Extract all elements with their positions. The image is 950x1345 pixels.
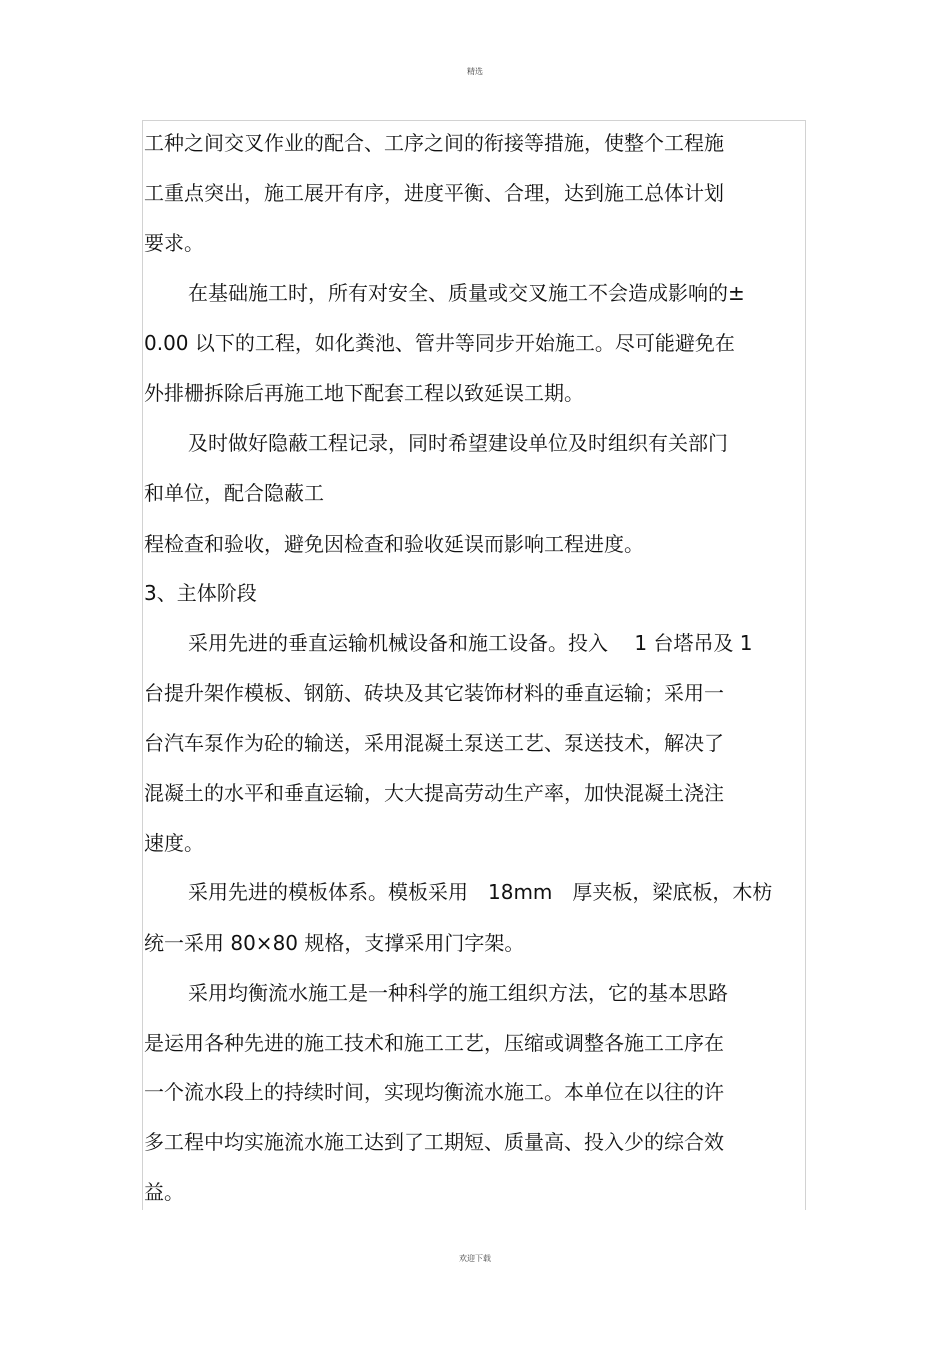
- text-line: 速度。: [144, 831, 204, 855]
- text-line: 采用均衡流水施工是一种科学的施工组织方法，它的基本思路: [188, 981, 728, 1005]
- text-line: 多工程中均实施流水施工达到了工期短、质量高、投入少的综合效: [144, 1130, 724, 1154]
- text-line: 是运用各种先进的施工技术和施工工艺，压缩或调整各施工工序在: [144, 1031, 724, 1055]
- text-line: 外排栅拆除后再施工地下配套工程以致延误工期。: [144, 381, 584, 405]
- text-line: 工种之间交叉作业的配合、工序之间的衔接等措施，使整个工程施: [144, 131, 724, 155]
- text-line: 和单位，配合隐蔽工: [144, 481, 324, 505]
- text-line: 在基础施工时，所有对安全、质量或交叉施工不会造成影响的±: [188, 281, 745, 305]
- text-line: 台提升架作模板、钢筋、砖块及其它装饰材料的垂直运输；采用一: [144, 681, 724, 705]
- text-line: 0.00 以下的工程，如化粪池、管井等同步开始施工。尽可能避免在: [144, 331, 735, 355]
- text-line: 益。: [144, 1180, 184, 1204]
- page-header-mark: 精选: [467, 67, 483, 76]
- text-line: 采用先进的模板体系。模板采用 18mm 厚夹板，梁底板，木枋: [188, 880, 773, 904]
- text-line: 采用先进的垂直运输机械设备和施工设备。投入 1 台塔吊及 1: [188, 631, 753, 655]
- text-line: 要求。: [144, 231, 204, 255]
- text-line: 统一采用 80×80 规格，支撑采用门字架。: [144, 931, 525, 955]
- text-line: 台汽车泵作为砼的输送，采用混凝土泵送工艺、泵送技术，解决了: [144, 731, 724, 755]
- text-line: 工重点突出，施工展开有序，进度平衡、合理，达到施工总体计划: [144, 181, 724, 205]
- text-line: 一个流水段上的持续时间，实现均衡流水施工。本单位在以往的许: [144, 1080, 724, 1104]
- text-line: 混凝土的水平和垂直运输，大大提高劳动生产率，加快混凝土浇注: [144, 781, 724, 805]
- text-line: 及时做好隐蔽工程记录，同时希望建设单位及时组织有关部门: [188, 431, 728, 455]
- page-footer-mark: 欢迎下载: [459, 1254, 491, 1263]
- section-heading: 3、主体阶段: [144, 581, 257, 605]
- text-line: 程检查和验收，避免因检查和验收延误而影响工程进度。: [144, 532, 644, 556]
